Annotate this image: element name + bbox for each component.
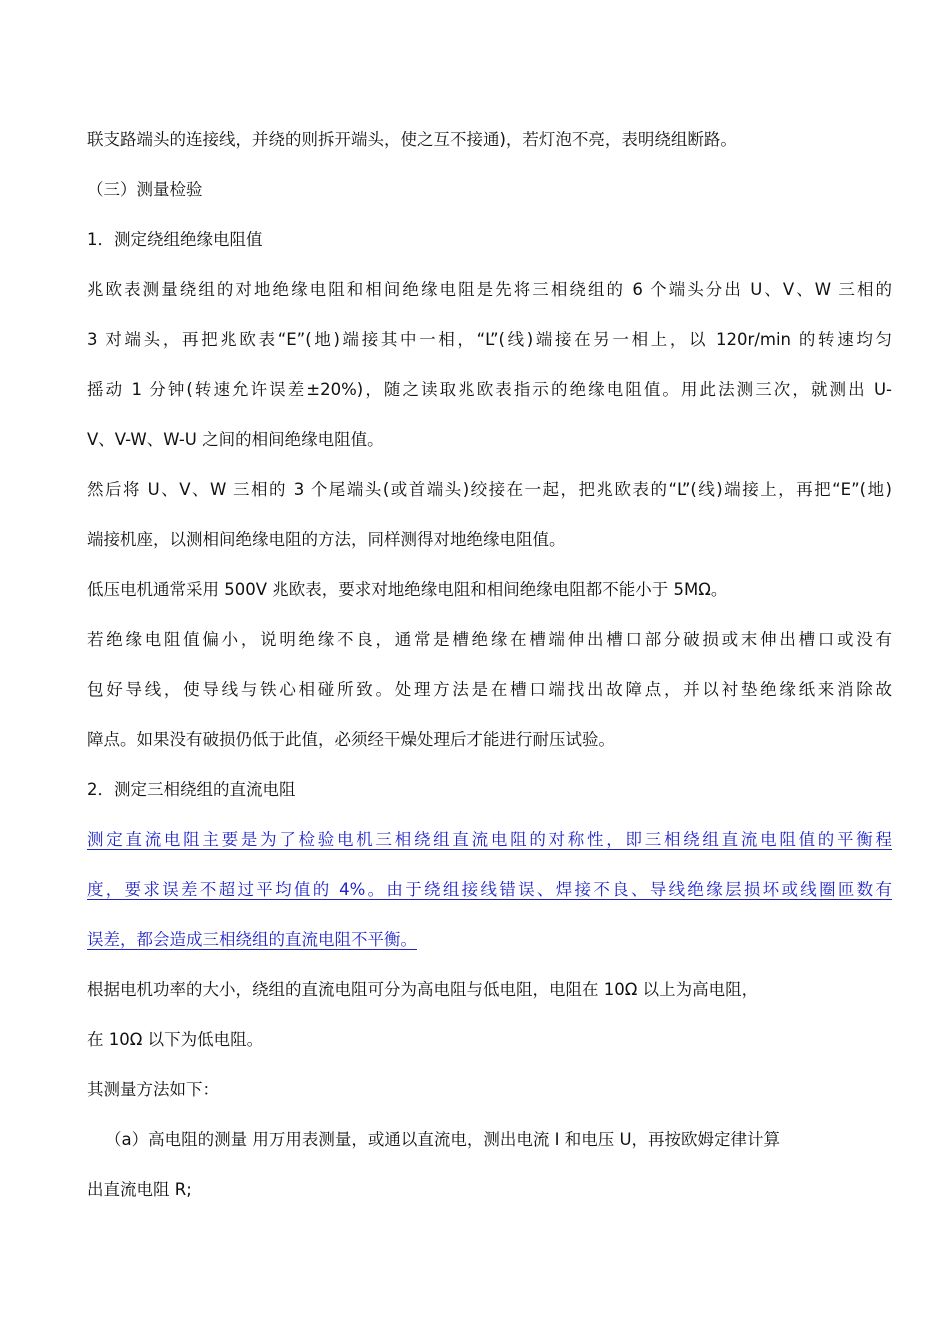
paragraph-line: 然后将 U、V、W 三相的 3 个尾端头(或首端头)绞接在一起，把兆欧表的“L”(线)端接上，再把“E”(地) — [87, 480, 892, 499]
paragraph-line: V、V-W、W-U 之间的相间绝缘电阻值。 — [87, 430, 384, 449]
paragraph-line: 端接机座，以测相间绝缘电阻的方法，同样测得对地绝缘电阻值。 — [87, 530, 566, 549]
hyperlink-text-line[interactable]: 误差，都会造成三相绕组的直流电阻不平衡。 — [87, 930, 417, 949]
subsection-heading: 2．测定三相绕组的直流电阻 — [87, 780, 296, 799]
paragraph-line: 根据电机功率的大小，绕组的直流电阻可分为高电阻与低电阻，电阻在 10Ω 以上为高电阻， — [87, 980, 759, 999]
paragraph-line: 联支路端头的连接线，并绕的则拆开端头，使之互不接通)，若灯泡不亮，表明绕组断路。 — [87, 130, 737, 149]
paragraph-line: 其测量方法如下： — [87, 1080, 219, 1099]
section-heading: （三）测量检验 — [87, 180, 203, 199]
hyperlink-text-line[interactable]: 测定直流电阻主要是为了检验电机三相绕组直流电阻的对称性，即三相绕组直流电阻值的平衡程 — [87, 830, 892, 849]
paragraph-line: 障点。如果没有破损仍低于此值，必须经干燥处理后才能进行耐压试验。 — [87, 730, 615, 749]
paragraph-line: 3 对端头，再把兆欧表“E”(地)端接其中一相，“L”(线)端接在另一相上，以 120r/min 的转速均匀 — [87, 330, 892, 349]
paragraph-line: 摇动 1 分钟(转速允许误差±20%)，随之读取兆欧表指示的绝缘电阻值。用此法测三次，就测出 U- — [87, 380, 892, 399]
paragraph-line: 兆欧表测量绕组的对地绝缘电阻和相间绝缘电阻是先将三相绕组的 6 个端头分出 U、V、W 三相的 — [87, 280, 892, 299]
subsection-heading: 1．测定绕组绝缘电阻值 — [87, 230, 263, 249]
paragraph-line: 若绝缘电阻值偏小，说明绝缘不良，通常是槽绝缘在槽端伸出槽口部分破损或末伸出槽口或没有 — [87, 630, 892, 649]
paragraph-line: 低压电机通常采用 500V 兆欧表，要求对地绝缘电阻和相间绝缘电阻都不能小于 5MΩ。 — [87, 580, 728, 599]
paragraph-line: 在 10Ω 以下为低电阻。 — [87, 1030, 264, 1049]
paragraph-line: （a）高电阻的测量 用万用表测量，或通以直流电，测出电流 I 和电压 U，再按欧姆定律计算 — [105, 1130, 781, 1149]
paragraph-line: 出直流电阻 R; — [87, 1180, 192, 1199]
hyperlink-text-line[interactable]: 度，要求误差不超过平均值的 4%。由于绕组接线错误、焊接不良、导线绝缘层损坏或线圈匝数有 — [87, 880, 892, 899]
paragraph-line: 包好导线，使导线与铁心相碰所致。处理方法是在槽口端找出故障点，并以衬垫绝缘纸来消除故 — [87, 680, 892, 699]
